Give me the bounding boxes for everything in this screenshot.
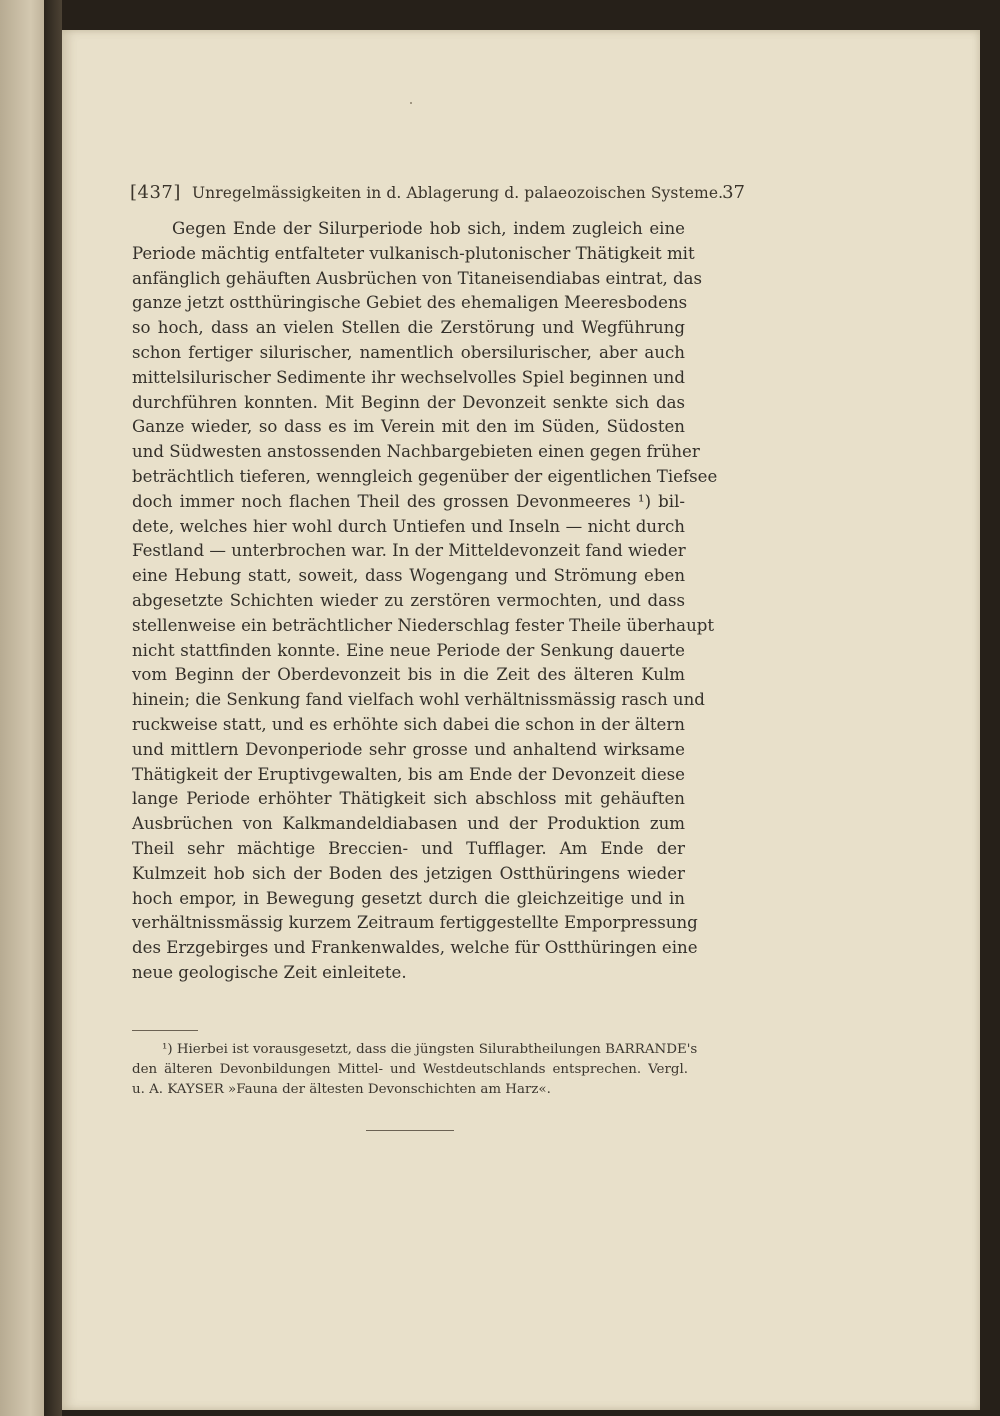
text-line: abgesetzte Schichten wieder zu zerstören vermochten, und dass (132, 590, 685, 610)
text-line: stellenweise ein beträchtlicher Niederschlag fester Theile überhaupt (132, 615, 715, 635)
text-line: dete, welches hier wohl durch Untiefen und Inseln — nicht durch (132, 516, 685, 536)
text-line: Theil sehr mächtige Breccien- und Tufflager. Am Ende der (132, 838, 685, 858)
text-line: Ganze wieder, so dass es im Verein mit den im Süden, Südosten (132, 417, 685, 437)
facing-page-edge (0, 0, 44, 1416)
text-line: und mittlern Devonperiode sehr grosse und anhaltend wirksame (132, 739, 685, 759)
running-head (130, 182, 745, 206)
text-line: hinein; die Senkung fand vielfach wohl verhältnissmässig rasch und (132, 690, 705, 710)
footnote-line: den älteren Devonbildungen Mittel- und Westdeutschlands entsprechen. Vergl. (132, 1062, 688, 1077)
text-line: doch immer noch flachen Theil des grossen Devonmeeres ¹) bil- (132, 491, 685, 511)
text-line: des Erzgebirges und Frankenwaldes, welche für Ostthüringen eine (132, 938, 698, 958)
footnote-separator (132, 1030, 198, 1031)
text-line: vom Beginn der Oberdevonzeit bis in die Zeit des älteren Kulm (132, 665, 685, 685)
text-line: ruckweise statt, und es erhöhte sich dabei die schon in der ältern (132, 714, 685, 734)
body-paragraph (132, 217, 718, 986)
text-line: so hoch, dass an vielen Stellen die Zerstörung und Wegführung (132, 318, 685, 338)
page-reference: [437] (130, 182, 181, 203)
text-line: mittelsilurischer Sedimente ihr wechselvolles Spiel beginnen und (132, 367, 685, 387)
page-number: 37 (722, 182, 745, 203)
paper-speck (410, 102, 412, 104)
text-line: ganze jetzt ostthüringische Gebiet des ehemaligen Meeresbodens (132, 293, 688, 313)
footnote-line: ¹) Hierbei ist vorausgesetzt, dass die jüngsten Silurabtheilungen BARRANDE's (162, 1042, 698, 1057)
footnote-line: u. A. KAYSER »Fauna der ältesten Devonschichten am Harz«. (132, 1082, 551, 1097)
text-line: schon fertiger silurischer, namentlich obersilurischer, aber auch (132, 342, 685, 362)
text-line: Festland — unterbrochen war. In der Mitteldevonzeit fand wieder (132, 541, 686, 561)
text-line: eine Hebung statt, soweit, dass Wogengang und Strömung eben (132, 566, 685, 586)
text-line: beträchtlich tieferen, wenngleich gegenüber der eigentlichen Tiefsee (132, 466, 718, 486)
text-line: verhältnissmässig kurzem Zeitraum fertiggestellte Emporpressung (132, 913, 698, 933)
text-line: nicht stattfinden konnte. Eine neue Periode der Senkung dauerte (132, 640, 685, 660)
text-line: hoch empor, in Bewegung gesetzt durch die gleichzeitige und in (132, 888, 685, 908)
text-line: Gegen Ende der Silurperiode hob sich, indem zugleich eine (172, 219, 685, 238)
running-head-title: Unregelmässigkeiten in d. Ablagerung d. palaeozoischen Systeme. (192, 184, 724, 202)
text-line: Thätigkeit der Eruptivgewalten, bis am Ende der Devonzeit diese (132, 764, 685, 784)
text-line: durchführen konnten. Mit Beginn der Devonzeit senkte sich das (132, 392, 685, 412)
text-line: Periode mächtig entfalteter vulkanisch-plutonischer Thätigkeit mit (132, 243, 695, 263)
text-line: und Südwesten anstossenden Nachbargebieten einen gegen früher (132, 442, 700, 462)
text-line: Ausbrüchen von Kalkmandeldiabasen und der Produktion zum (132, 814, 685, 834)
text-line: lange Periode erhöhter Thätigkeit sich abschloss mit gehäuften (132, 789, 685, 809)
text-line: anfänglich gehäuften Ausbrüchen von Titaneisendiabas eintrat, das (132, 268, 703, 288)
text-line: Kulmzeit hob sich der Boden des jetzigen Ostthüringens wieder (132, 863, 685, 883)
book-gutter (44, 0, 62, 1416)
end-rule (366, 1130, 454, 1131)
footnote (132, 1040, 698, 1100)
text-line: neue geologische Zeit einleitete. (132, 962, 407, 982)
